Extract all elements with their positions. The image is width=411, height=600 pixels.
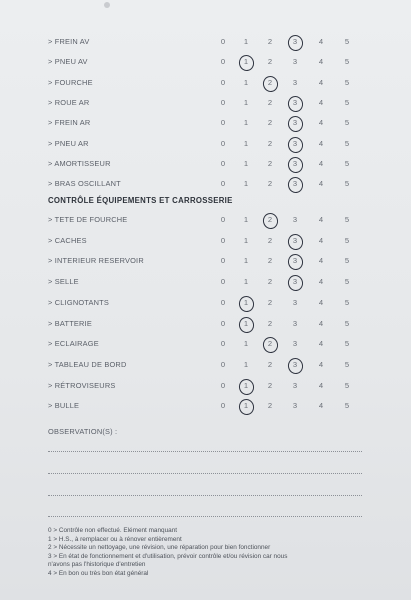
score-option-2[interactable]: 2 — [267, 256, 273, 266]
score-option-1[interactable]: 1 — [243, 97, 249, 107]
score-option-1[interactable]: 1 — [243, 138, 249, 148]
punch-mark — [104, 2, 110, 8]
score-option-3[interactable]: 3 — [292, 57, 298, 67]
selected-score-circle — [286, 115, 305, 134]
score-option-0[interactable]: 0 — [220, 138, 226, 148]
score-option-2[interactable]: 2 — [267, 179, 273, 189]
checklist-label: > BATTERIE — [48, 318, 92, 328]
observation-line — [48, 495, 362, 496]
checklist-row — [0, 156, 411, 176]
checklist-label: > BRAS OSCILLANT — [48, 179, 121, 189]
score-option-0[interactable]: 0 — [220, 277, 226, 287]
score-option-2[interactable]: 2 — [267, 57, 273, 67]
score-option-1[interactable]: 1 — [243, 339, 249, 349]
checklist-label: > PNEU AV — [48, 57, 88, 67]
legend-line: 0 > Contrôle non effectué. Elément manquant — [48, 527, 178, 534]
score-option-5[interactable]: 5 — [344, 339, 350, 349]
score-option-2[interactable]: 2 — [263, 78, 277, 87]
checklist-row — [0, 34, 411, 54]
score-option-3[interactable]: 3 — [292, 380, 298, 390]
selected-score-circle — [286, 33, 305, 52]
score-option-1[interactable]: 1 — [243, 277, 249, 287]
score-option-2[interactable]: 2 — [267, 277, 273, 287]
score-option-4[interactable]: 4 — [318, 37, 324, 46]
score-option-0[interactable]: 0 — [220, 318, 226, 328]
score-option-0[interactable]: 0 — [220, 215, 226, 224]
score-option-2[interactable]: 2 — [267, 235, 273, 245]
score-option-2[interactable]: 2 — [267, 359, 273, 369]
score-option-4[interactable]: 4 — [318, 158, 324, 168]
selected-score-circle — [237, 315, 256, 334]
score-option-4[interactable]: 4 — [318, 359, 324, 369]
score-option-3[interactable]: 3 — [288, 118, 302, 127]
observation-title: OBSERVATION(S) : — [48, 427, 118, 436]
score-option-3[interactable]: 3 — [288, 98, 302, 107]
score-option-4[interactable]: 4 — [318, 318, 324, 328]
score-option-1[interactable]: 1 — [239, 57, 253, 66]
checklist-row — [0, 336, 411, 356]
score-option-0[interactable]: 0 — [220, 179, 226, 189]
score-option-1[interactable]: 1 — [243, 37, 249, 46]
legend-line: 2 > Nécessite un nettoyage, une révision, une réparation pour bien fonctionner — [48, 544, 271, 552]
score-option-3[interactable]: 3 — [288, 37, 302, 46]
selected-score-circle — [237, 398, 256, 417]
score-option-4[interactable]: 4 — [318, 277, 324, 287]
score-option-5[interactable]: 5 — [344, 138, 350, 148]
checklist-label: > TETE DE FOURCHE — [48, 215, 128, 224]
score-option-0[interactable]: 0 — [220, 380, 226, 390]
score-option-4[interactable]: 4 — [318, 215, 324, 224]
selected-score-circle — [286, 94, 305, 113]
score-option-2[interactable]: 2 — [267, 37, 273, 46]
score-option-5[interactable]: 5 — [344, 380, 350, 390]
selected-score-circle — [237, 377, 256, 396]
score-option-5[interactable]: 5 — [344, 97, 350, 107]
score-option-0[interactable]: 0 — [220, 97, 226, 107]
score-option-4[interactable]: 4 — [318, 401, 324, 411]
checklist-label: > INTERIEUR RESERVOIR — [48, 256, 144, 266]
score-option-3[interactable]: 3 — [288, 360, 302, 369]
score-option-3[interactable]: 3 — [288, 256, 302, 265]
score-option-2[interactable]: 2 — [267, 318, 273, 328]
checklist-label: > ECLAIRAGE — [48, 339, 99, 349]
checklist-label: > FREIN AV — [48, 37, 90, 46]
score-option-3[interactable]: 3 — [288, 179, 302, 188]
score-option-5[interactable]: 5 — [344, 235, 350, 245]
checklist-row — [0, 378, 411, 398]
score-option-2[interactable]: 2 — [267, 297, 273, 307]
score-option-0[interactable]: 0 — [220, 118, 226, 128]
score-option-1[interactable]: 1 — [243, 235, 249, 245]
score-option-5[interactable]: 5 — [344, 215, 350, 224]
score-option-3[interactable]: 3 — [292, 401, 298, 411]
score-option-5[interactable]: 5 — [344, 37, 350, 46]
score-option-1[interactable]: 1 — [239, 319, 253, 328]
checklist-label: > PNEU AR — [48, 138, 89, 148]
observation-line — [48, 516, 362, 517]
checklist-row — [0, 357, 411, 377]
score-option-4[interactable]: 4 — [318, 235, 324, 245]
checklist-row — [0, 54, 411, 74]
score-option-5[interactable]: 5 — [344, 179, 350, 189]
legend-line: 4 > En bon ou très bon état général — [48, 569, 149, 577]
score-option-4[interactable]: 4 — [318, 179, 324, 189]
selected-score-circle — [261, 74, 280, 93]
score-option-5[interactable]: 5 — [344, 401, 350, 411]
checklist-label: > CACHES — [48, 235, 87, 245]
score-option-0[interactable]: 0 — [220, 401, 226, 411]
score-option-3[interactable]: 3 — [292, 297, 298, 307]
score-option-4[interactable]: 4 — [318, 77, 324, 87]
score-option-1[interactable]: 1 — [243, 215, 249, 224]
selected-score-circle — [261, 336, 280, 355]
score-option-5[interactable]: 5 — [344, 318, 350, 328]
checklist-label: > FREIN AR — [48, 118, 91, 128]
observation-line — [48, 451, 362, 452]
selected-score-circle — [286, 253, 305, 272]
checklist-row — [0, 95, 411, 115]
score-option-3[interactable]: 3 — [292, 77, 298, 87]
selected-score-circle — [286, 273, 305, 292]
score-option-1[interactable]: 1 — [243, 256, 249, 266]
score-option-2[interactable]: 2 — [267, 97, 273, 107]
score-option-0[interactable]: 0 — [220, 256, 226, 266]
selected-score-circle — [237, 54, 256, 73]
selected-score-circle — [286, 135, 305, 154]
checklist-row — [0, 136, 411, 156]
checklist-label: > TABLEAU DE BORD — [48, 359, 127, 369]
checklist-label: > AMORTISSEUR — [48, 158, 111, 168]
score-option-3[interactable]: 3 — [292, 215, 298, 224]
selected-score-circle — [286, 155, 305, 174]
score-option-4[interactable]: 4 — [318, 339, 324, 349]
score-option-3[interactable]: 3 — [292, 318, 298, 328]
score-option-5[interactable]: 5 — [344, 256, 350, 266]
score-option-2[interactable]: 2 — [263, 339, 277, 348]
score-option-1[interactable]: 1 — [243, 77, 249, 87]
score-option-1[interactable]: 1 — [243, 359, 249, 369]
legend-line: n'avons pas l'historique d'entretien — [48, 561, 146, 569]
checklist-label: > ROUE AR — [48, 97, 90, 107]
score-option-2[interactable]: 2 — [267, 138, 273, 148]
score-option-0[interactable]: 0 — [220, 57, 226, 67]
checklist-row — [0, 176, 411, 196]
score-option-1[interactable]: 1 — [243, 158, 249, 168]
legend-line: 3 > En état de fonctionnement et d'utilisation, prévoir contrôle et/ou révision car nous — [48, 552, 288, 560]
score-option-4[interactable]: 4 — [318, 57, 324, 67]
score-option-0[interactable]: 0 — [220, 77, 226, 87]
score-option-4[interactable]: 4 — [318, 380, 324, 390]
score-option-0[interactable]: 0 — [220, 339, 226, 349]
selected-score-circle — [286, 175, 305, 194]
score-option-1[interactable]: 1 — [243, 179, 249, 189]
score-option-1[interactable]: 1 — [239, 381, 253, 390]
checklist-row — [0, 295, 411, 315]
score-option-0[interactable]: 0 — [220, 359, 226, 369]
score-option-4[interactable]: 4 — [318, 118, 324, 128]
score-option-1[interactable]: 1 — [239, 298, 253, 307]
score-option-3[interactable]: 3 — [288, 236, 302, 245]
score-option-5[interactable]: 5 — [344, 277, 350, 287]
score-option-2[interactable]: 2 — [267, 158, 273, 168]
checklist-row — [0, 398, 411, 418]
score-option-4[interactable]: 4 — [318, 138, 324, 148]
legend-line: 1 > H.S., à remplacer ou à rénover entièrement — [48, 535, 182, 543]
observation-line — [48, 473, 362, 474]
selected-score-circle — [237, 294, 256, 313]
checklist-label: > RÉTROVISEURS — [48, 380, 116, 390]
score-option-5[interactable]: 5 — [344, 359, 350, 369]
score-option-3[interactable]: 3 — [292, 339, 298, 349]
score-option-1[interactable]: 1 — [239, 401, 253, 410]
score-option-4[interactable]: 4 — [318, 256, 324, 266]
score-option-0[interactable]: 0 — [220, 37, 226, 46]
score-option-0[interactable]: 0 — [220, 297, 226, 307]
checklist-row — [0, 115, 411, 135]
section-title: CONTRÔLE ÉQUIPEMENTS ET CARROSSERIE — [48, 196, 233, 205]
checklist-label: > BULLE — [48, 401, 80, 411]
checklist-row — [0, 274, 411, 294]
score-option-1[interactable]: 1 — [243, 118, 249, 128]
score-option-3[interactable]: 3 — [288, 277, 302, 286]
score-option-0[interactable]: 0 — [220, 235, 226, 245]
checklist-row — [0, 253, 411, 273]
score-option-4[interactable]: 4 — [318, 97, 324, 107]
score-option-2[interactable]: 2 — [267, 401, 273, 411]
rating-legend — [48, 527, 378, 579]
checklist-row — [0, 75, 411, 95]
score-option-5[interactable]: 5 — [344, 57, 350, 67]
score-option-3[interactable]: 3 — [288, 139, 302, 148]
score-option-2[interactable]: 2 — [267, 118, 273, 128]
checklist-row — [0, 316, 411, 336]
score-option-5[interactable]: 5 — [344, 158, 350, 168]
score-option-2[interactable]: 2 — [267, 380, 273, 390]
selected-score-circle — [261, 211, 280, 230]
score-option-0[interactable]: 0 — [220, 158, 226, 168]
checklist-row — [0, 212, 411, 232]
checklist-label: > SELLE — [48, 277, 79, 287]
score-option-2[interactable]: 2 — [263, 215, 277, 224]
score-option-5[interactable]: 5 — [344, 77, 350, 87]
checklist-label: > CLIGNOTANTS — [48, 297, 109, 307]
selected-score-circle — [286, 232, 305, 251]
score-option-4[interactable]: 4 — [318, 297, 324, 307]
score-option-3[interactable]: 3 — [288, 159, 302, 168]
score-option-5[interactable]: 5 — [344, 118, 350, 128]
score-option-5[interactable]: 5 — [344, 297, 350, 307]
checklist-row — [0, 233, 411, 253]
checklist-label: > FOURCHE — [48, 77, 93, 87]
selected-score-circle — [286, 356, 305, 375]
